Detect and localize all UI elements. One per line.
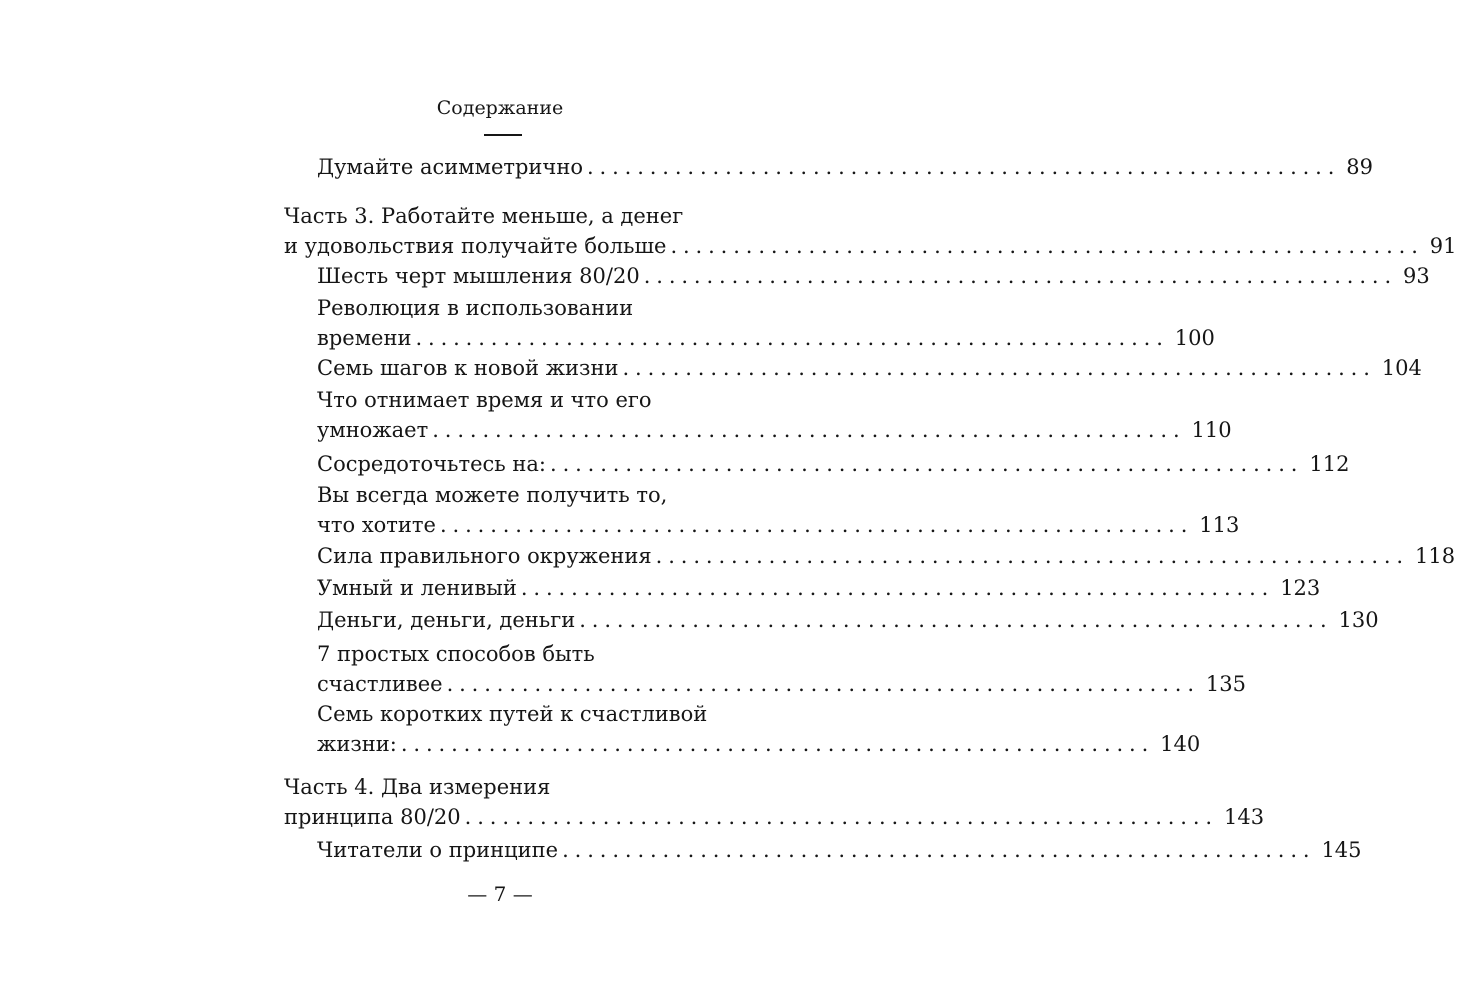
- toc-entry-title: что хотите: [317, 513, 436, 537]
- running-header: Содержание: [436, 97, 564, 119]
- toc-leader-dots: ............................................................: [670, 234, 1424, 258]
- toc-entry: [317, 838, 1362, 862]
- toc-entry-title: жизни:: [317, 732, 397, 756]
- toc-entry: [317, 356, 1422, 380]
- toc-leader-dots: ............................................................: [464, 805, 1218, 829]
- toc-leader-dots: ............................................................: [586, 155, 1341, 179]
- toc-leader-dots: ............................................................: [562, 838, 1316, 862]
- toc-leader-dots: ............................................................: [520, 576, 1275, 600]
- toc-entry-title-line: Семь коротких путей к счастливой: [317, 702, 708, 726]
- toc-entry-title: умножает: [317, 418, 429, 442]
- toc-entry-row: [317, 544, 1456, 568]
- page-number-footer: — 7 —: [467, 882, 533, 906]
- toc-entry-row: [317, 513, 1240, 537]
- header-rule: [484, 134, 522, 136]
- toc-entry: [317, 388, 1232, 442]
- toc-entry: [317, 642, 1246, 696]
- toc-leader-dots: ............................................................: [655, 544, 1409, 568]
- toc-part-entry: [284, 775, 1265, 829]
- toc-entry: [317, 702, 1201, 756]
- toc-entry-title: и удовольствия получайте больше: [284, 234, 667, 258]
- toc-entry: [317, 296, 1215, 350]
- toc-entry: [317, 264, 1430, 288]
- toc-leader-dots: ............................................................: [415, 326, 1169, 350]
- toc-entry-row: [317, 452, 1350, 476]
- toc-entry-title: счастливее: [317, 672, 443, 696]
- toc-page-number: 91: [1429, 234, 1457, 258]
- toc-entry: [317, 544, 1456, 568]
- toc-part-entry: [284, 204, 1457, 258]
- toc-entry-row: [317, 356, 1422, 380]
- toc-page-number: 118: [1415, 544, 1456, 568]
- toc-entry-title: Умный и ленивый: [317, 576, 517, 600]
- toc-page-number: 93: [1403, 264, 1430, 288]
- toc-entry-title: Шесть черт мышления 80/20: [317, 264, 640, 288]
- toc-entry: [317, 452, 1350, 476]
- toc-leader-dots: ............................................................: [622, 356, 1376, 380]
- toc-entry-row: [317, 326, 1215, 350]
- toc-page-number: 130: [1338, 608, 1379, 632]
- toc-entry-title-line: Что отнимает время и что его: [317, 388, 652, 412]
- toc-entry-row: [317, 672, 1246, 696]
- toc-page-number: 135: [1205, 672, 1246, 696]
- toc-page-number: 113: [1199, 513, 1240, 537]
- toc-entry: [317, 576, 1321, 600]
- toc-leader-dots: ............................................................: [579, 608, 1333, 632]
- toc-entry: [317, 155, 1374, 179]
- toc-page-number: 145: [1321, 838, 1362, 862]
- toc-entry-row: [317, 838, 1362, 862]
- toc-page-number: 100: [1174, 326, 1215, 350]
- toc-page-number: 112: [1309, 452, 1350, 476]
- toc-entry-title-line: Часть 4. Два измерения: [284, 775, 551, 799]
- toc-leader-dots: ............................................................: [446, 672, 1200, 696]
- toc-entry-title: Читатели о принципе: [317, 838, 559, 862]
- toc-entry-title: времени: [317, 326, 412, 350]
- toc-page-number: 89: [1346, 155, 1374, 179]
- toc-entry-title: принципа 80/20: [284, 805, 461, 829]
- toc-leader-dots: ............................................................: [550, 452, 1304, 476]
- toc-leader-dots: ............................................................: [400, 732, 1155, 756]
- toc-leader-dots: ............................................................: [432, 418, 1186, 442]
- toc-entry-title: Сила правильного окружения: [317, 544, 652, 568]
- toc-entry-row: [317, 608, 1379, 632]
- toc-page-number: 143: [1223, 805, 1265, 829]
- toc-entry-title: Деньги, деньги, деньги: [317, 608, 576, 632]
- toc-entry-row: [317, 418, 1232, 442]
- toc-entry-row: [284, 234, 1457, 258]
- toc-entry-title: Думайте асимметрично: [317, 155, 583, 179]
- toc-entry-title: Сосредоточьтесь на:: [317, 452, 547, 476]
- toc-entry: [317, 483, 1240, 537]
- toc-entry-row: [317, 576, 1321, 600]
- toc-entry-title-line: 7 простых способов быть: [317, 642, 595, 666]
- toc-entry-title-line: Часть 3. Работайте меньше, а денег: [284, 204, 684, 228]
- toc-entry-title-line: Революция в использовании: [317, 296, 634, 320]
- toc-entry-title: Семь шагов к новой жизни: [317, 356, 619, 380]
- toc-entry-row: [284, 805, 1265, 829]
- toc-entry-row: [317, 732, 1201, 756]
- toc-page-number: 110: [1191, 418, 1232, 442]
- toc-page-number: 104: [1381, 356, 1422, 380]
- toc-page-number: 123: [1280, 576, 1321, 600]
- toc-leader-dots: ............................................................: [643, 264, 1398, 288]
- toc-entry-title-line: Вы всегда можете получить то,: [317, 483, 668, 507]
- toc-entry: [317, 608, 1379, 632]
- toc-page-number: 140: [1160, 732, 1201, 756]
- toc-entry-row: [317, 155, 1374, 179]
- toc-entry-row: [317, 264, 1430, 288]
- toc-leader-dots: ............................................................: [439, 513, 1194, 537]
